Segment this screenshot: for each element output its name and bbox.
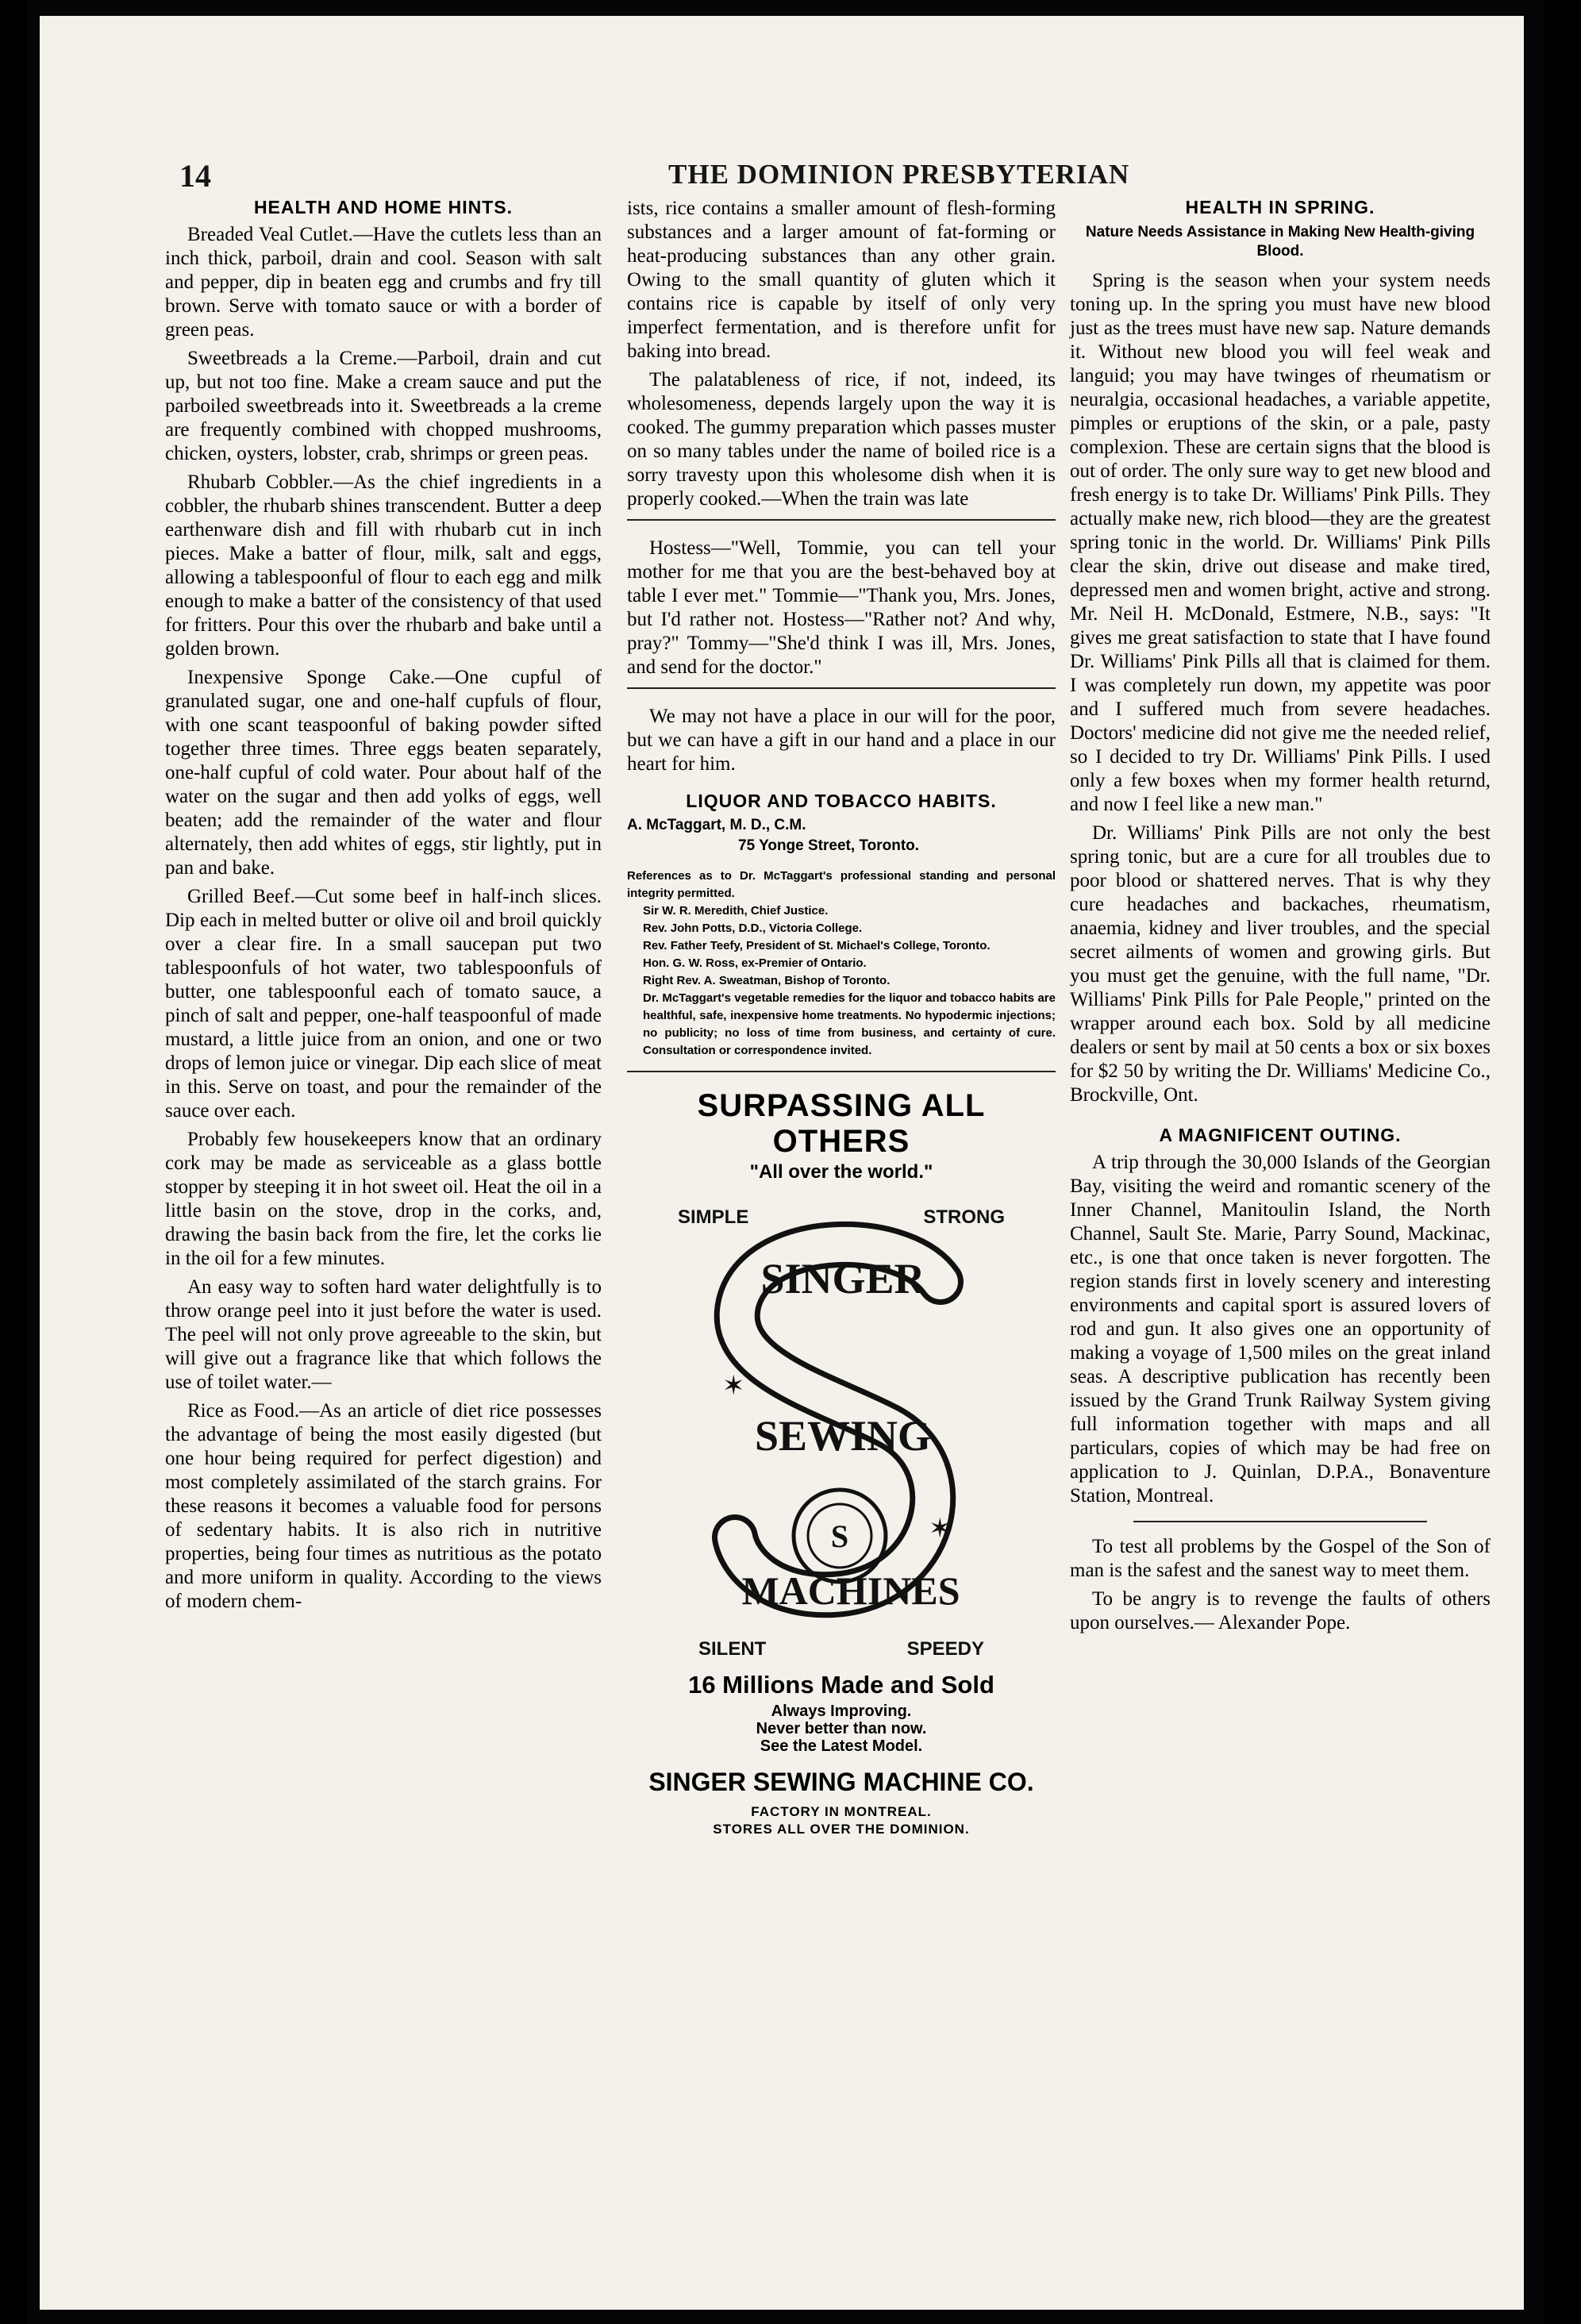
column-middle	[627, 197, 1056, 1838]
health-hints-heading: HEALTH AND HOME HINTS.	[253, 197, 514, 217]
article-paragraph: The palatableness of rice, if not, indeed, its wholesomeness, depends largely upon the way it is cooked. The gummy preparation which passes muster on so many tables under the name of boiled rice is a sorry travesty upon this wholesome dish when it is properly cooked.—When the train was late	[627, 369, 1056, 510]
health-spring-heading: HEALTH IN SPRING.	[1185, 197, 1375, 217]
singer-tagline: "All over the world."	[749, 1161, 933, 1183]
article-paragraph: Spring is the season when your system needs toning up. In the spring you must have new blood just as the trees must have new sap. Nature demands it. Without new blood you will feel weak and languid; you may have twinges of rheumatism or neuralgia, occasional headaches, a variable appetite, pimples or eruptions of the skin, or a pale, pasty complexion. These are certain signs that the blood is out of order. The only sure way to get new blood and fresh energy is to take Dr. Williams' Pink Pills. They actually make new, rich blood—they are the greatest spring tonic in the world. Dr. Williams' Pink Pills clear the skin, drive out disease and make tired, depressed men and women bright, active and strong. Mr. Neil H. McDonald, Estmere, N.B., says: "It gives me great satisfaction to state that I have found Dr. Williams' Pink Pills all that is claimed for them. I was completely run down, my appetite was poor and I suffered much from severe headaches. Doctors' medicine did not give me the needed relief, so I decided to try Dr. Williams' Pink Pills. I used only a few boxes when my former health returnd, and now I feel like a new man."	[1070, 270, 1491, 815]
liquor-ad-body: Dr. McTaggart's vegetable remedies for the liquor and tobacco habits are healthful, safe, inexpensive home treatments. No hypodermic injections; no publicity; no loss of time from business, and certainty of cure. Consultation or correspondence invited.	[643, 991, 1056, 1057]
reference-item: Sir W. R. Meredith, Chief Justice.	[643, 904, 829, 918]
hostess-story: Hostess—"Well, Tommie, you can tell your mother for me that you are the best-behaved boy at table I ever met." Tommie—"Thank you, Mrs. Jones, but I'd rather not. Hostess—"Rather not? And why, pray?" Tommy—"She'd think I was ill, Mrs. Jones, and send for the doctor."	[627, 537, 1056, 678]
seal-letter: S	[830, 1518, 849, 1554]
reference-item: Rev. Father Teefy, President of St. Michael's College, Toronto.	[643, 939, 991, 952]
emblem-corner-bottom-left: SILENT	[698, 1638, 767, 1660]
article-paragraph: Breaded Veal Cutlet.—Have the cutlets less than an inch thick, parboil, drain and cool. Season with salt and pepper, dip in beaten egg and crumbs and fry till brown. Serve with tomato sauce or with a border of green peas.	[165, 224, 602, 341]
singer-line: See the Latest Model.	[760, 1737, 923, 1755]
column-right	[1070, 197, 1491, 1640]
running-head: THE DOMINION PRESBYTERIAN	[668, 159, 1130, 190]
singer-advertisement	[627, 1088, 1056, 1838]
article-paragraph: An easy way to soften hard water delightfully is to throw orange peel into it just before the water is used. The peel will not only prove agreeable to the skin, but will give out a fragrance like that which follows the use of toilet water.—	[165, 1276, 602, 1393]
emblem-corner-top-right: STRONG	[923, 1206, 1005, 1228]
reference-item: Right Rev. A. Sweatman, Bishop of Toronto.	[643, 974, 891, 987]
singer-title: SURPASSING ALL OTHERS	[697, 1088, 986, 1159]
article-paragraph: Probably few housekeepers know that an ordinary cork may be made as serviceable as a glass bottle stopper by steeping it in hot sweet oil. Heat the oil in a little basin on the stove, drop in the corks, and, drawing the basin back from the fire, let the corks lie in the oil for a few minutes.	[165, 1129, 602, 1269]
doctor-name: A. McTaggart, M. D., C.M.	[627, 817, 806, 833]
references-intro: References as to Dr. McTaggart's professional standing and personal integrity permitted.	[627, 869, 1056, 900]
will-note: We may not have a place in our will for the poor, but we can have a gift in our hand and a place in our heart for him.	[627, 706, 1056, 775]
emblem-word-bottom: MACHINES	[741, 1568, 960, 1613]
reference-item: Hon. G. W. Ross, ex-Premier of Ontario.	[643, 956, 867, 970]
health-spring-subheading: Nature Needs Assistance in Making New Health-giving Blood.	[1085, 224, 1475, 260]
article-paragraph: Dr. Williams' Pink Pills are not only the best spring tonic, but are a cure for all troubles due to poor blood or shattered nerves. That is why they cure headaches and backaches, rheumatism, anaemia, kidney and liver troubles, and the special secret ailments of women and growing girls. But you must get the genuine, with the full name, "Dr. Williams' Pink Pills for Pale People," printed on the wrapper around each box. Sold by all medicine dealers or sent by mail at 50 cents a box or six boxes for $2 50 by writing the Dr. Williams' Medicine Co., Brockville, Ont.	[1070, 822, 1491, 1106]
scan-border-left	[0, 0, 27, 2324]
emblem-word-middle: SEWING	[754, 1412, 932, 1460]
article-paragraph: A trip through the 30,000 Islands of the Georgian Bay, visiting the weird and romantic scenery of the Inner Channel, Manitoulin Island, the North Channel, Sault Ste. Marie, Parry Sound, Mackinac, etc., is one that once taken is never forgotten. The region stands first in lovely scenery and interesting environments and capital sport is assured lovers of rod and gun. It also gives one an opportunity of making a voyage of 1,500 miles on the great inland seas. A descriptive publication has recently been issued by the Grand Trunk Railway System giving full information together with maps and all particulars, copies of which may be had free on application to J. Quinlan, D.P.A., Bonaventure Station, Montreal.	[1070, 1152, 1491, 1506]
star-icon: ✶	[722, 1370, 745, 1402]
reference-item: Rev. John Potts, D.D., Victoria College.	[643, 922, 863, 935]
outing-heading: A MAGNIFICENT OUTING.	[1159, 1125, 1402, 1145]
column-left	[165, 197, 602, 1618]
liquor-ad-heading: LIQUOR AND TOBACCO HABITS.	[686, 791, 997, 811]
article-paragraph: Inexpensive Sponge Cake.—One cupful of granulated sugar, one and one-half cupfuls of flour, with one scant teaspoonful of baking powder sifted together three times. Three eggs beaten separately, one-half cupful of cold water. Pour about half of the water on the sugar and then add yolks of eggs, well beaten; add the remainder of the water and flour alternately, then add whites of eggs, stir lightly, put in pan and bake.	[165, 667, 602, 879]
singer-emblem	[667, 1188, 1016, 1664]
singer-company: SINGER SEWING MACHINE CO.	[648, 1768, 1034, 1796]
page-number: 14	[179, 158, 211, 194]
closing-note: To test all problems by the Gospel of the Son of man is the safest and the sanest way to meet them.	[1070, 1536, 1491, 1581]
singer-footer-line: STORES ALL OVER THE DOMINION.	[713, 1822, 970, 1837]
article-paragraph: Rice as Food.—As an article of diet rice possesses the advantage of being the most easily digested (but one hour being required for perfect digestion) and most completely assimilated of the starch grains. For these reasons it becomes a valuable food for persons of sedentary habits. It is also rich in nutritive properties, being four times as nutritious as the potato and more uniform in quality. According to the views of modern chem-	[165, 1400, 602, 1612]
article-paragraph: Rhubarb Cobbler.—As the chief ingredients in a cobbler, the rhubarb shines transcendent. Butter a deep earthenware dish and fill with rhubarb cut in inch pieces. Make a batter of flour, milk, salt and eggs, allowing a tablespoonful of flour to each egg and milk enough to make a batter of the consistency of that used for fritters. Pour this over the rhubarb and bake until a golden brown.	[165, 471, 602, 660]
emblem-word-top: SINGER	[760, 1255, 925, 1302]
article-paragraph: Sweetbreads a la Creme.—Parboil, drain and cut up, but not too fine. Make a cream sauce and put the parboiled sweetbreads into it. Sweetbreads a la creme are frequently combined with chopped mushrooms, chicken, oysters, lobster, crab, shrimps or green peas.	[165, 348, 602, 464]
singer-line: Always Improving.	[771, 1703, 912, 1720]
closing-note: To be angry is to revenge the faults of others upon ourselves.— Alexander Pope.	[1070, 1588, 1491, 1633]
article-paragraph: ists, rice contains a smaller amount of flesh-forming substances and a larger amount of fat-forming or heat-producing substances than any other grain. Owing to the small quantity of gluten which it contains rice is capable by itself of only very imperfect fermentation, and is therefore unfit for baking into bread.	[627, 198, 1056, 362]
singer-footer-line: FACTORY IN MONTREAL.	[751, 1804, 932, 1819]
column-rule	[627, 519, 1056, 521]
column-rule	[627, 687, 1056, 689]
scan-border-right	[1544, 0, 1581, 2324]
column-rule	[1133, 1521, 1427, 1522]
emblem-corner-top-left: SIMPLE	[678, 1206, 749, 1228]
article-paragraph: Grilled Beef.—Cut some beef in half-inch slices. Dip each in melted butter or olive oil and broil quickly over a clear fire. In a small saucepan put two tablespoonfuls of hot water, two tablespoonfuls of butter, one tablespoonful each of tomato sauce, a pinch of salt and pepper, one-half teaspoonful of made mustard, a little juice from an onion, and one or two drops of lemon juice or vinegar. Dip each slice of meat in this. Serve on toast, and pour the remainder of the sauce over each.	[165, 886, 602, 1122]
star-icon: ✶	[929, 1513, 952, 1545]
column-rule	[627, 1071, 1056, 1072]
emblem-corner-bottom-right: SPEEDY	[906, 1638, 984, 1660]
singer-line: Never better than now.	[756, 1720, 927, 1737]
singer-made-count: 16 Millions Made and Sold	[688, 1671, 994, 1699]
doctor-address: 75 Yonge Street, Toronto.	[738, 837, 920, 854]
